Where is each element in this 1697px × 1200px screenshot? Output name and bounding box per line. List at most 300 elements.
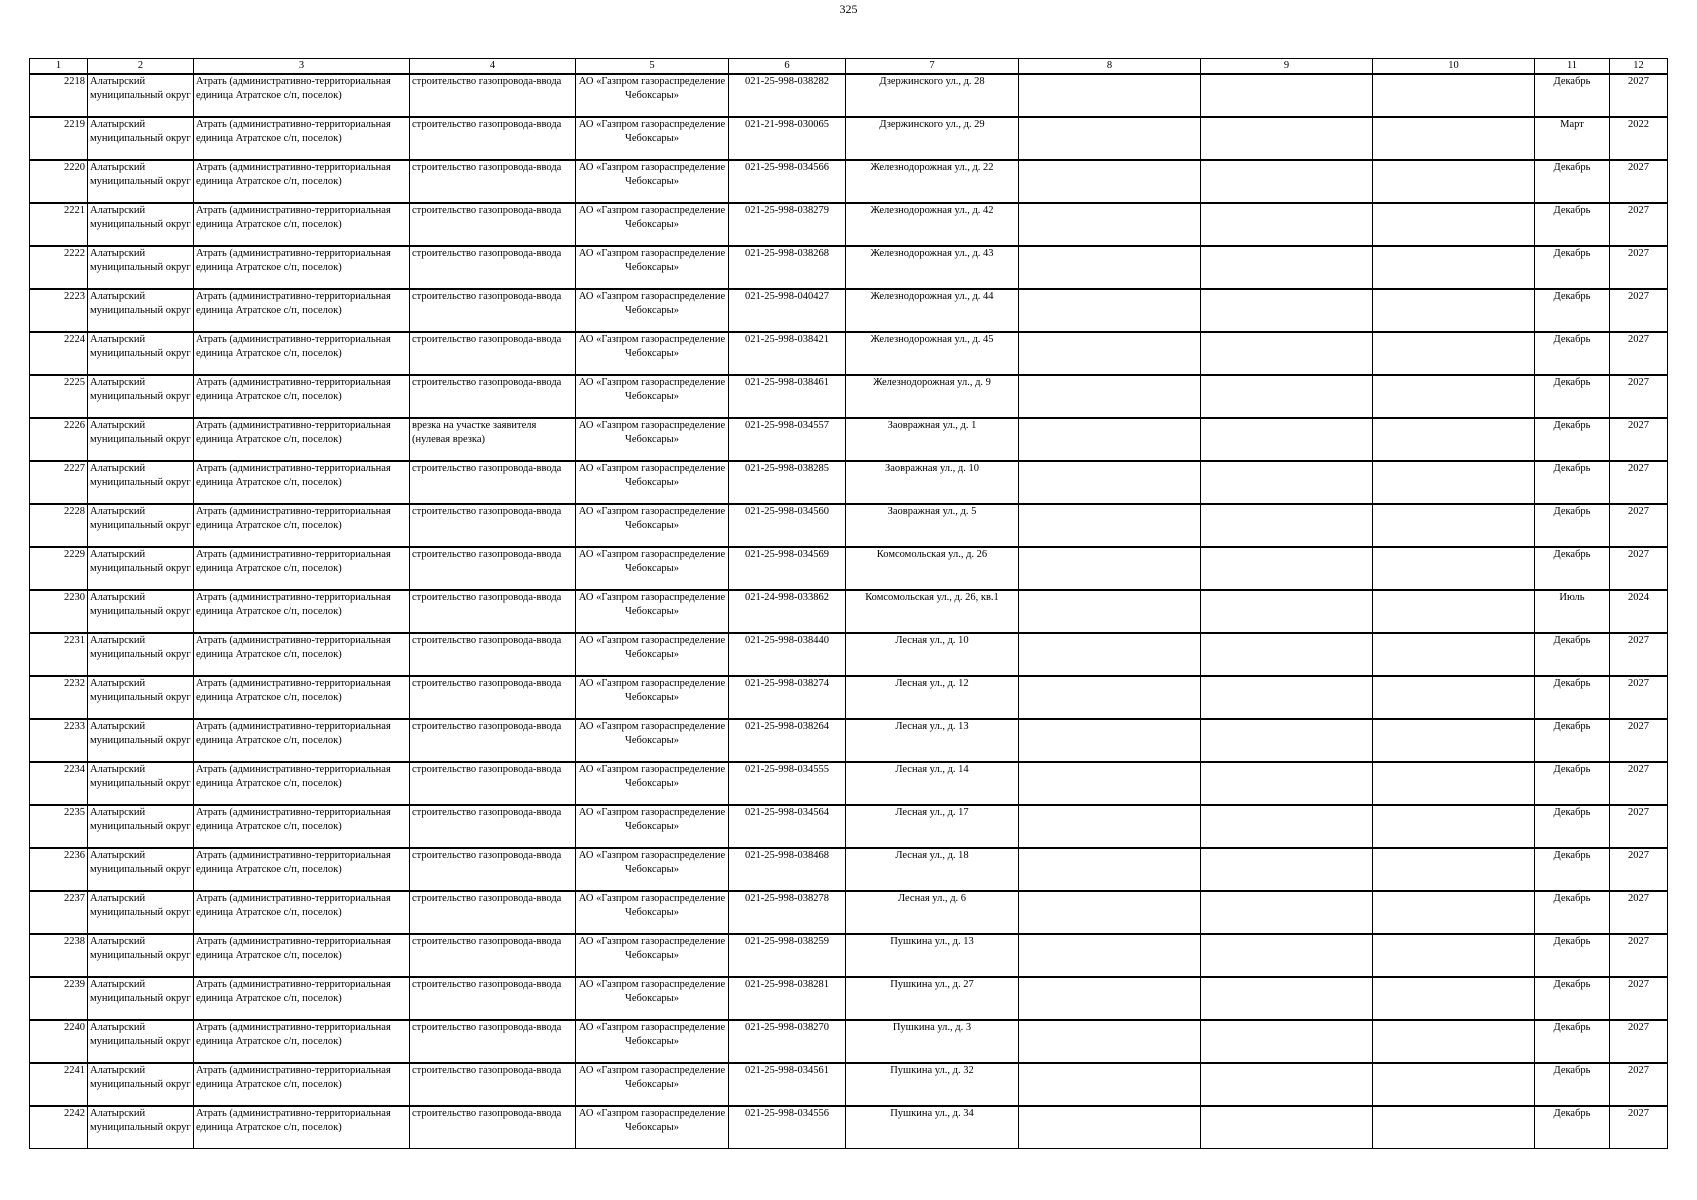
address-cell: Пушкина ул., д. 32 bbox=[846, 1063, 1019, 1106]
row-number: 2230 bbox=[30, 590, 88, 633]
address-cell: Комсомольская ул., д. 26 bbox=[846, 547, 1019, 590]
address-cell: Дзержинского ул., д. 28 bbox=[846, 74, 1019, 117]
settlement-cell: Атрать (административно-территориальная единица Атратское с/п, поселок) bbox=[194, 977, 410, 1020]
district-cell: Алатырский муниципальный округ bbox=[88, 547, 194, 590]
year-cell: 2027 bbox=[1610, 160, 1668, 203]
column-header: 8 bbox=[1019, 59, 1201, 75]
year-cell: 2027 bbox=[1610, 1020, 1668, 1063]
organization-cell: АО «Газпром газораспределение Чебоксары» bbox=[576, 461, 729, 504]
empty-cell bbox=[1201, 719, 1373, 762]
column-header: 10 bbox=[1373, 59, 1535, 75]
year-cell: 2027 bbox=[1610, 375, 1668, 418]
work-type-cell: строительство газопровода-ввода bbox=[410, 719, 576, 762]
row-number: 2223 bbox=[30, 289, 88, 332]
empty-cell bbox=[1019, 633, 1201, 676]
empty-cell bbox=[1373, 332, 1535, 375]
month-cell: Декабрь bbox=[1535, 934, 1610, 977]
empty-cell bbox=[1373, 246, 1535, 289]
work-type-cell: строительство газопровода-ввода bbox=[410, 590, 576, 633]
month-cell: Декабрь bbox=[1535, 461, 1610, 504]
table-row bbox=[30, 977, 1668, 1020]
column-header: 12 bbox=[1610, 59, 1668, 75]
empty-cell bbox=[1201, 891, 1373, 934]
empty-cell bbox=[1019, 289, 1201, 332]
work-type-cell: строительство газопровода-ввода bbox=[410, 117, 576, 160]
year-cell: 2027 bbox=[1610, 547, 1668, 590]
year-cell: 2027 bbox=[1610, 289, 1668, 332]
row-number: 2236 bbox=[30, 848, 88, 891]
table-row bbox=[30, 203, 1668, 246]
empty-cell bbox=[1373, 547, 1535, 590]
empty-cell bbox=[1019, 977, 1201, 1020]
year-cell: 2027 bbox=[1610, 203, 1668, 246]
empty-cell bbox=[1373, 1106, 1535, 1149]
row-number: 2232 bbox=[30, 676, 88, 719]
month-cell: Декабрь bbox=[1535, 762, 1610, 805]
empty-cell bbox=[1201, 74, 1373, 117]
empty-cell bbox=[1373, 848, 1535, 891]
settlement-cell: Атрать (административно-территориальная единица Атратское с/п, поселок) bbox=[194, 848, 410, 891]
settlement-cell: Атрать (административно-территориальная единица Атратское с/п, поселок) bbox=[194, 1106, 410, 1149]
year-cell: 2027 bbox=[1610, 1063, 1668, 1106]
empty-cell bbox=[1201, 590, 1373, 633]
year-cell: 2024 bbox=[1610, 590, 1668, 633]
work-type-cell: строительство газопровода-ввода bbox=[410, 848, 576, 891]
empty-cell bbox=[1201, 246, 1373, 289]
organization-cell: АО «Газпром газораспределение Чебоксары» bbox=[576, 547, 729, 590]
month-cell: Декабрь bbox=[1535, 203, 1610, 246]
empty-cell bbox=[1019, 891, 1201, 934]
empty-cell bbox=[1201, 1063, 1373, 1106]
table-row bbox=[30, 246, 1668, 289]
table-row bbox=[30, 805, 1668, 848]
application-code-cell: 021-25-998-034556 bbox=[729, 1106, 846, 1149]
organization-cell: АО «Газпром газораспределение Чебоксары» bbox=[576, 74, 729, 117]
month-cell: Декабрь bbox=[1535, 977, 1610, 1020]
settlement-cell: Атрать (административно-территориальная единица Атратское с/п, поселок) bbox=[194, 375, 410, 418]
organization-cell: АО «Газпром газораспределение Чебоксары» bbox=[576, 977, 729, 1020]
application-code-cell: 021-24-998-033862 bbox=[729, 590, 846, 633]
empty-cell bbox=[1019, 332, 1201, 375]
address-cell: Пушкина ул., д. 3 bbox=[846, 1020, 1019, 1063]
table-row bbox=[30, 762, 1668, 805]
application-code-cell: 021-25-998-034566 bbox=[729, 160, 846, 203]
year-cell: 2027 bbox=[1610, 332, 1668, 375]
empty-cell bbox=[1201, 418, 1373, 461]
application-code-cell: 021-25-998-038281 bbox=[729, 977, 846, 1020]
empty-cell bbox=[1373, 762, 1535, 805]
application-code-cell: 021-25-998-038274 bbox=[729, 676, 846, 719]
empty-cell bbox=[1373, 504, 1535, 547]
year-cell: 2027 bbox=[1610, 891, 1668, 934]
empty-cell bbox=[1201, 934, 1373, 977]
organization-cell: АО «Газпром газораспределение Чебоксары» bbox=[576, 203, 729, 246]
settlement-cell: Атрать (административно-территориальная единица Атратское с/п, поселок) bbox=[194, 934, 410, 977]
district-cell: Алатырский муниципальный округ bbox=[88, 160, 194, 203]
empty-cell bbox=[1373, 1020, 1535, 1063]
work-type-cell: строительство газопровода-ввода bbox=[410, 633, 576, 676]
table-row bbox=[30, 547, 1668, 590]
row-number: 2222 bbox=[30, 246, 88, 289]
month-cell: Март bbox=[1535, 117, 1610, 160]
row-number: 2227 bbox=[30, 461, 88, 504]
application-code-cell: 021-21-998-030065 bbox=[729, 117, 846, 160]
table-row bbox=[30, 590, 1668, 633]
application-code-cell: 021-25-998-038468 bbox=[729, 848, 846, 891]
settlement-cell: Атрать (административно-территориальная единица Атратское с/п, поселок) bbox=[194, 762, 410, 805]
row-number: 2233 bbox=[30, 719, 88, 762]
organization-cell: АО «Газпром газораспределение Чебоксары» bbox=[576, 504, 729, 547]
address-cell: Лесная ул., д. 13 bbox=[846, 719, 1019, 762]
row-number: 2237 bbox=[30, 891, 88, 934]
application-code-cell: 021-25-998-034557 bbox=[729, 418, 846, 461]
work-type-cell: строительство газопровода-ввода bbox=[410, 934, 576, 977]
settlement-cell: Атрать (административно-территориальная единица Атратское с/п, поселок) bbox=[194, 633, 410, 676]
application-code-cell: 021-25-998-038282 bbox=[729, 74, 846, 117]
empty-cell bbox=[1373, 934, 1535, 977]
district-cell: Алатырский муниципальный округ bbox=[88, 848, 194, 891]
year-cell: 2027 bbox=[1610, 934, 1668, 977]
row-number: 2229 bbox=[30, 547, 88, 590]
application-code-cell: 021-25-998-038285 bbox=[729, 461, 846, 504]
row-number: 2231 bbox=[30, 633, 88, 676]
empty-cell bbox=[1201, 203, 1373, 246]
month-cell: Декабрь bbox=[1535, 74, 1610, 117]
work-type-cell: строительство газопровода-ввода bbox=[410, 805, 576, 848]
empty-cell bbox=[1201, 977, 1373, 1020]
work-type-cell: строительство газопровода-ввода bbox=[410, 332, 576, 375]
page-number: 325 bbox=[839, 2, 858, 16]
district-cell: Алатырский муниципальный округ bbox=[88, 203, 194, 246]
empty-cell bbox=[1373, 977, 1535, 1020]
empty-cell bbox=[1373, 805, 1535, 848]
empty-cell bbox=[1019, 375, 1201, 418]
settlement-cell: Атрать (административно-территориальная единица Атратское с/п, поселок) bbox=[194, 891, 410, 934]
application-code-cell: 021-25-998-038278 bbox=[729, 891, 846, 934]
empty-cell bbox=[1373, 590, 1535, 633]
row-number: 2219 bbox=[30, 117, 88, 160]
district-cell: Алатырский муниципальный округ bbox=[88, 805, 194, 848]
address-cell: Железнодорожная ул., д. 42 bbox=[846, 203, 1019, 246]
column-header: 2 bbox=[88, 59, 194, 75]
district-cell: Алатырский муниципальный округ bbox=[88, 676, 194, 719]
settlement-cell: Атрать (административно-территориальная единица Атратское с/п, поселок) bbox=[194, 246, 410, 289]
table-row bbox=[30, 1020, 1668, 1063]
application-code-cell: 021-25-998-034569 bbox=[729, 547, 846, 590]
year-cell: 2027 bbox=[1610, 848, 1668, 891]
organization-cell: АО «Газпром газораспределение Чебоксары» bbox=[576, 934, 729, 977]
settlement-cell: Атрать (административно-территориальная единица Атратское с/п, поселок) bbox=[194, 590, 410, 633]
empty-cell bbox=[1019, 418, 1201, 461]
organization-cell: АО «Газпром газораспределение Чебоксары» bbox=[576, 805, 729, 848]
year-cell: 2027 bbox=[1610, 977, 1668, 1020]
year-cell: 2027 bbox=[1610, 719, 1668, 762]
district-cell: Алатырский муниципальный округ bbox=[88, 246, 194, 289]
address-cell: Железнодорожная ул., д. 9 bbox=[846, 375, 1019, 418]
year-cell: 2027 bbox=[1610, 1106, 1668, 1149]
row-number: 2239 bbox=[30, 977, 88, 1020]
empty-cell bbox=[1373, 1063, 1535, 1106]
empty-cell bbox=[1373, 418, 1535, 461]
month-cell: Декабрь bbox=[1535, 289, 1610, 332]
organization-cell: АО «Газпром газораспределение Чебоксары» bbox=[576, 590, 729, 633]
year-cell: 2027 bbox=[1610, 74, 1668, 117]
year-cell: 2027 bbox=[1610, 418, 1668, 461]
month-cell: Декабрь bbox=[1535, 676, 1610, 719]
empty-cell bbox=[1201, 805, 1373, 848]
address-cell: Заовражная ул., д. 10 bbox=[846, 461, 1019, 504]
empty-cell bbox=[1373, 719, 1535, 762]
row-number: 2224 bbox=[30, 332, 88, 375]
month-cell: Декабрь bbox=[1535, 633, 1610, 676]
address-cell: Лесная ул., д. 10 bbox=[846, 633, 1019, 676]
application-code-cell: 021-25-998-038461 bbox=[729, 375, 846, 418]
month-cell: Декабрь bbox=[1535, 848, 1610, 891]
month-cell: Июль bbox=[1535, 590, 1610, 633]
district-cell: Алатырский муниципальный округ bbox=[88, 1020, 194, 1063]
settlement-cell: Атрать (административно-территориальная единица Атратское с/п, поселок) bbox=[194, 74, 410, 117]
month-cell: Декабрь bbox=[1535, 375, 1610, 418]
application-code-cell: 021-25-998-034555 bbox=[729, 762, 846, 805]
empty-cell bbox=[1019, 461, 1201, 504]
work-type-cell: строительство газопровода-ввода bbox=[410, 74, 576, 117]
empty-cell bbox=[1373, 461, 1535, 504]
work-type-cell: строительство газопровода-ввода bbox=[410, 762, 576, 805]
organization-cell: АО «Газпром газораспределение Чебоксары» bbox=[576, 633, 729, 676]
column-header: 11 bbox=[1535, 59, 1610, 75]
empty-cell bbox=[1201, 1106, 1373, 1149]
month-cell: Декабрь bbox=[1535, 891, 1610, 934]
work-type-cell: строительство газопровода-ввода bbox=[410, 1063, 576, 1106]
application-code-cell: 021-25-998-034561 bbox=[729, 1063, 846, 1106]
empty-cell bbox=[1019, 848, 1201, 891]
organization-cell: АО «Газпром газораспределение Чебоксары» bbox=[576, 332, 729, 375]
month-cell: Декабрь bbox=[1535, 332, 1610, 375]
table-row bbox=[30, 676, 1668, 719]
work-type-cell: строительство газопровода-ввода bbox=[410, 1106, 576, 1149]
column-header: 3 bbox=[194, 59, 410, 75]
row-number: 2241 bbox=[30, 1063, 88, 1106]
column-header: 5 bbox=[576, 59, 729, 75]
district-cell: Алатырский муниципальный округ bbox=[88, 74, 194, 117]
row-number: 2235 bbox=[30, 805, 88, 848]
row-number: 2228 bbox=[30, 504, 88, 547]
work-type-cell: строительство газопровода-ввода bbox=[410, 375, 576, 418]
empty-cell bbox=[1019, 1063, 1201, 1106]
application-code-cell: 021-25-998-040427 bbox=[729, 289, 846, 332]
address-cell: Комсомольская ул., д. 26, кв.1 bbox=[846, 590, 1019, 633]
settlement-cell: Атрать (административно-территориальная единица Атратское с/п, поселок) bbox=[194, 332, 410, 375]
year-cell: 2027 bbox=[1610, 762, 1668, 805]
work-type-cell: строительство газопровода-ввода bbox=[410, 977, 576, 1020]
organization-cell: АО «Газпром газораспределение Чебоксары» bbox=[576, 375, 729, 418]
empty-cell bbox=[1373, 891, 1535, 934]
organization-cell: АО «Газпром газораспределение Чебоксары» bbox=[576, 891, 729, 934]
row-number: 2225 bbox=[30, 375, 88, 418]
district-cell: Алатырский муниципальный округ bbox=[88, 633, 194, 676]
year-cell: 2027 bbox=[1610, 805, 1668, 848]
settlement-cell: Атрать (административно-территориальная единица Атратское с/п, поселок) bbox=[194, 719, 410, 762]
district-cell: Алатырский муниципальный округ bbox=[88, 719, 194, 762]
row-number: 2238 bbox=[30, 934, 88, 977]
work-type-cell: строительство газопровода-ввода bbox=[410, 504, 576, 547]
empty-cell bbox=[1201, 117, 1373, 160]
district-cell: Алатырский муниципальный округ bbox=[88, 504, 194, 547]
table-row bbox=[30, 891, 1668, 934]
row-number: 2234 bbox=[30, 762, 88, 805]
row-number: 2221 bbox=[30, 203, 88, 246]
work-type-cell: строительство газопровода-ввода bbox=[410, 246, 576, 289]
organization-cell: АО «Газпром газораспределение Чебоксары» bbox=[576, 1106, 729, 1149]
work-type-cell: строительство газопровода-ввода bbox=[410, 289, 576, 332]
year-cell: 2022 bbox=[1610, 117, 1668, 160]
table-row bbox=[30, 74, 1668, 117]
column-header: 9 bbox=[1201, 59, 1373, 75]
table-row bbox=[30, 289, 1668, 332]
address-cell: Лесная ул., д. 18 bbox=[846, 848, 1019, 891]
column-header: 6 bbox=[729, 59, 846, 75]
settlement-cell: Атрать (административно-территориальная единица Атратское с/п, поселок) bbox=[194, 676, 410, 719]
table-row bbox=[30, 1063, 1668, 1106]
month-cell: Декабрь bbox=[1535, 418, 1610, 461]
organization-cell: АО «Газпром газораспределение Чебоксары» bbox=[576, 117, 729, 160]
organization-cell: АО «Газпром газораспределение Чебоксары» bbox=[576, 762, 729, 805]
empty-cell bbox=[1201, 160, 1373, 203]
month-cell: Декабрь bbox=[1535, 1020, 1610, 1063]
organization-cell: АО «Газпром газораспределение Чебоксары» bbox=[576, 289, 729, 332]
table-row bbox=[30, 719, 1668, 762]
month-cell: Декабрь bbox=[1535, 246, 1610, 289]
settlement-cell: Атрать (административно-территориальная единица Атратское с/п, поселок) bbox=[194, 504, 410, 547]
address-cell: Железнодорожная ул., д. 44 bbox=[846, 289, 1019, 332]
empty-cell bbox=[1019, 590, 1201, 633]
month-cell: Декабрь bbox=[1535, 160, 1610, 203]
table-body bbox=[30, 74, 1668, 1149]
empty-cell bbox=[1201, 504, 1373, 547]
district-cell: Алатырский муниципальный округ bbox=[88, 1063, 194, 1106]
month-cell: Декабрь bbox=[1535, 719, 1610, 762]
application-code-cell: 021-25-998-038259 bbox=[729, 934, 846, 977]
settlement-cell: Атрать (административно-территориальная единица Атратское с/п, поселок) bbox=[194, 1020, 410, 1063]
empty-cell bbox=[1019, 74, 1201, 117]
settlement-cell: Атрать (административно-территориальная единица Атратское с/п, поселок) bbox=[194, 547, 410, 590]
organization-cell: АО «Газпром газораспределение Чебоксары» bbox=[576, 418, 729, 461]
empty-cell bbox=[1019, 762, 1201, 805]
settlement-cell: Атрать (административно-территориальная единица Атратское с/п, поселок) bbox=[194, 805, 410, 848]
table-row bbox=[30, 633, 1668, 676]
application-code-cell: 021-25-998-038279 bbox=[729, 203, 846, 246]
month-cell: Декабрь bbox=[1535, 547, 1610, 590]
table-row bbox=[30, 461, 1668, 504]
empty-cell bbox=[1019, 504, 1201, 547]
address-cell: Железнодорожная ул., д. 22 bbox=[846, 160, 1019, 203]
table-row bbox=[30, 332, 1668, 375]
table-row bbox=[30, 375, 1668, 418]
year-cell: 2027 bbox=[1610, 633, 1668, 676]
row-number: 2218 bbox=[30, 74, 88, 117]
register-table bbox=[29, 58, 1668, 1149]
work-type-cell: строительство газопровода-ввода bbox=[410, 676, 576, 719]
district-cell: Алатырский муниципальный округ bbox=[88, 762, 194, 805]
empty-cell bbox=[1373, 117, 1535, 160]
header-row bbox=[30, 59, 1668, 75]
district-cell: Алатырский муниципальный округ bbox=[88, 375, 194, 418]
empty-cell bbox=[1019, 246, 1201, 289]
address-cell: Пушкина ул., д. 13 bbox=[846, 934, 1019, 977]
district-cell: Алатырский муниципальный округ bbox=[88, 1106, 194, 1149]
empty-cell bbox=[1201, 547, 1373, 590]
organization-cell: АО «Газпром газораспределение Чебоксары» bbox=[576, 160, 729, 203]
application-code-cell: 021-25-998-038421 bbox=[729, 332, 846, 375]
row-number: 2240 bbox=[30, 1020, 88, 1063]
application-code-cell: 021-25-998-038264 bbox=[729, 719, 846, 762]
district-cell: Алатырский муниципальный округ bbox=[88, 418, 194, 461]
address-cell: Пушкина ул., д. 34 bbox=[846, 1106, 1019, 1149]
empty-cell bbox=[1201, 1020, 1373, 1063]
address-cell: Заовражная ул., д. 5 bbox=[846, 504, 1019, 547]
empty-cell bbox=[1201, 762, 1373, 805]
empty-cell bbox=[1373, 633, 1535, 676]
district-cell: Алатырский муниципальный округ bbox=[88, 461, 194, 504]
row-number: 2242 bbox=[30, 1106, 88, 1149]
district-cell: Алатырский муниципальный округ bbox=[88, 590, 194, 633]
table-row bbox=[30, 934, 1668, 977]
work-type-cell: строительство газопровода-ввода bbox=[410, 1020, 576, 1063]
table-row bbox=[30, 160, 1668, 203]
empty-cell bbox=[1201, 848, 1373, 891]
address-cell: Железнодорожная ул., д. 45 bbox=[846, 332, 1019, 375]
empty-cell bbox=[1019, 934, 1201, 977]
district-cell: Алатырский муниципальный округ bbox=[88, 289, 194, 332]
application-code-cell: 021-25-998-038268 bbox=[729, 246, 846, 289]
column-header: 1 bbox=[30, 59, 88, 75]
settlement-cell: Атрать (административно-территориальная единица Атратское с/п, поселок) bbox=[194, 117, 410, 160]
organization-cell: АО «Газпром газораспределение Чебоксары» bbox=[576, 1063, 729, 1106]
empty-cell bbox=[1201, 461, 1373, 504]
table-row bbox=[30, 418, 1668, 461]
year-cell: 2027 bbox=[1610, 676, 1668, 719]
district-cell: Алатырский муниципальный округ bbox=[88, 117, 194, 160]
empty-cell bbox=[1019, 547, 1201, 590]
empty-cell bbox=[1019, 676, 1201, 719]
year-cell: 2027 bbox=[1610, 246, 1668, 289]
table-row bbox=[30, 504, 1668, 547]
district-cell: Алатырский муниципальный округ bbox=[88, 891, 194, 934]
empty-cell bbox=[1373, 203, 1535, 246]
empty-cell bbox=[1373, 375, 1535, 418]
organization-cell: АО «Газпром газораспределение Чебоксары» bbox=[576, 676, 729, 719]
empty-cell bbox=[1201, 633, 1373, 676]
work-type-cell: строительство газопровода-ввода bbox=[410, 461, 576, 504]
column-header: 4 bbox=[410, 59, 576, 75]
application-code-cell: 021-25-998-034560 bbox=[729, 504, 846, 547]
address-cell: Лесная ул., д. 12 bbox=[846, 676, 1019, 719]
settlement-cell: Атрать (административно-территориальная единица Атратское с/п, поселок) bbox=[194, 289, 410, 332]
organization-cell: АО «Газпром газораспределение Чебоксары» bbox=[576, 848, 729, 891]
month-cell: Декабрь bbox=[1535, 504, 1610, 547]
empty-cell bbox=[1373, 289, 1535, 332]
empty-cell bbox=[1019, 805, 1201, 848]
work-type-cell: строительство газопровода-ввода bbox=[410, 891, 576, 934]
table-row bbox=[30, 117, 1668, 160]
address-cell: Лесная ул., д. 6 bbox=[846, 891, 1019, 934]
empty-cell bbox=[1201, 289, 1373, 332]
empty-cell bbox=[1373, 676, 1535, 719]
empty-cell bbox=[1201, 375, 1373, 418]
district-cell: Алатырский муниципальный округ bbox=[88, 977, 194, 1020]
year-cell: 2027 bbox=[1610, 461, 1668, 504]
organization-cell: АО «Газпром газораспределение Чебоксары» bbox=[576, 719, 729, 762]
